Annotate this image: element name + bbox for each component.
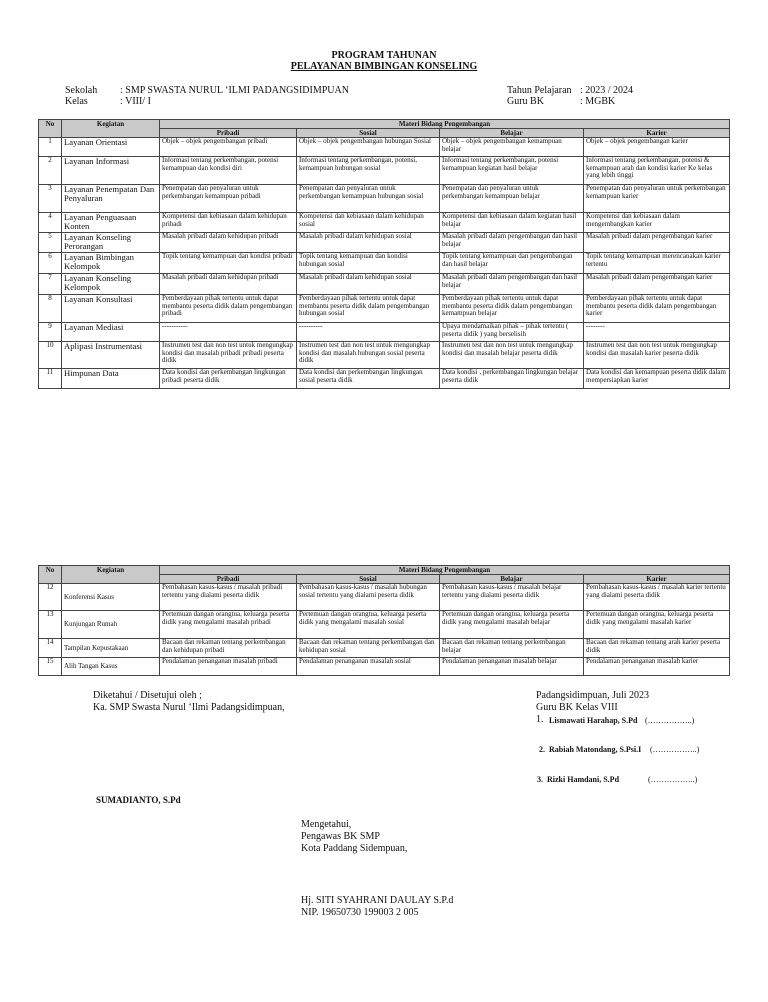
cell-karier: Kompetensi dan kebiasaan dalam mengembangkan karier (584, 213, 730, 233)
cell-belajar: Masalah pribadi dalam pengembangan dan hasil belajar (440, 274, 584, 295)
table-row (39, 185, 730, 213)
cell-pribadi: Kompetensi dan kebiasaan dalam kehidupan pribadi (160, 213, 297, 233)
cell-sosial: Data kondisi dan perkembangan lingkungan sosial peserta didik (297, 369, 440, 389)
header-pribadi: Pribadi (160, 129, 297, 138)
cell-no: 7 (39, 274, 62, 295)
cell-sosial: Kompetensi dan kebiasaan dalam kehidupan sosial (297, 213, 440, 233)
guru-3-name: Rizki Hamdani, S.Pd (547, 775, 620, 784)
supervisor-name: Hj. SITI SYAHRANI DAULAY S.P.d (301, 895, 454, 906)
cell-kegiatan: Tampilan Kepustakaan (62, 639, 160, 658)
cell-kegiatan: Himpunan Data (62, 369, 160, 389)
cell-sosial: Masalah pribadi dalam kehidupan sosial (297, 233, 440, 253)
table-2-body (39, 584, 730, 676)
cell-karier: Pembahasan kasus-kasus / masalah karier tertentu yang dialami peserta didik (584, 584, 730, 611)
cell-sosial: Objek – objek pengembangan hubungan Sosial (297, 138, 440, 157)
supervisor-nip: NIP. 19650730 199003 2 005 (301, 907, 419, 918)
tahun-value: : 2023 / 2024 (580, 85, 634, 96)
cell-sosial: Pembahasan kasus-kasus / masalah hubungan sosial tertentu yang dialami peserta didik (297, 584, 440, 611)
cell-belajar: Upaya mendamaikan pihak – pihak tertentu ( peserta didik ) yang berselisih (440, 323, 584, 342)
header-materi: Materi Bidang Pengembangan (160, 120, 730, 129)
principal-name: SUMADIANTO, S.Pd (96, 795, 181, 805)
cell-karier: Instrumen test dan non test untuk mengungkap kondisi dan masalah karier peserta didik (584, 342, 730, 369)
cell-kegiatan: Aplipasi Instrumentasi (62, 342, 160, 369)
cell-belajar: Pendalaman penanganan masalah belajar (440, 658, 584, 676)
table-row (39, 323, 730, 342)
cell-sosial: Topik tentang kemampuan dan kondisi hubungan sosial (297, 253, 440, 274)
cell-belajar: Masalah pribadi dalam pengembangan dan hasil belajar (440, 233, 584, 253)
cell-sosial: Bacaan dan rekaman tentang perkembangan dan kehidupan sosial (297, 639, 440, 658)
cell-no: 11 (39, 369, 62, 389)
cell-no: 9 (39, 323, 62, 342)
guru-1-number: 1. (536, 714, 544, 725)
table-row (39, 369, 730, 389)
cell-belajar: Kompetensi dan kebiasaan dalam kegiatan hasil belajar (440, 213, 584, 233)
cell-pribadi: Penempatan dan penyaluran untuk perkembangan kemampuan pribadi (160, 185, 297, 213)
guru-1-signature: (……………..) (645, 716, 695, 725)
cell-pribadi: ----------- (160, 323, 297, 342)
cell-kegiatan: Kunjungan Rumah (62, 611, 160, 639)
cell-belajar: Data kondisi , perkembangan lingkungan belajar peserta didik (440, 369, 584, 389)
cell-belajar: Pemberdayaan pihak tertentu untuk dapat membantu peserta didik dalam pengembangan kemampuan belajar (440, 295, 584, 323)
sekolah-value: : SMP SWASTA NURUL ‘ILMI PADANGSIDIMPUAN (120, 85, 349, 96)
cell-kegiatan: Layanan Konseling Perorangan (62, 233, 160, 253)
mengetahui-line: Mengetahui, (301, 819, 352, 830)
cell-pribadi: Pembahasan kasus-kasus / masalah pribadi tertentu yang dialami peserta didik (160, 584, 297, 611)
header-sosial: Sosial (297, 575, 440, 584)
guru-value: : MGBK (580, 96, 616, 107)
cell-kegiatan: Layanan Orientasi (62, 138, 160, 157)
cell-kegiatan: Layanan Bimbingan Kelompok (62, 253, 160, 274)
header-karier: Karier (584, 575, 730, 584)
guru-3-signature: (……………..) (648, 775, 698, 784)
guru-3-number: 3. (537, 775, 543, 784)
cell-karier: Masalah pribadi dalam pengembangan karier (584, 274, 730, 295)
guru-2-name: Rabiah Matondang, S.Psi.I (549, 745, 642, 754)
guru-2-signature: (……………..) (650, 745, 700, 754)
table-row (39, 584, 730, 611)
sekolah-label: Sekolah (65, 85, 98, 96)
cell-belajar: Pertemuan dangan orangtua, keluarga peserta didik yang mengalami masalah belajar (440, 611, 584, 639)
cell-kegiatan: Layanan Penguasaan Konten (62, 213, 160, 233)
table-row (39, 213, 730, 233)
table-row (39, 611, 730, 639)
cell-no: 13 (39, 611, 62, 639)
header-pribadi: Pribadi (160, 575, 297, 584)
cell-kegiatan: Layanan Penempatan Dan Penyaluran (62, 185, 160, 213)
table-row (39, 639, 730, 658)
cell-no: 3 (39, 185, 62, 213)
cell-belajar: Penempatan dan penyaluran untuk perkembangan kemampuan belajar (440, 185, 584, 213)
cell-kegiatan: Layanan Konsultasi (62, 295, 160, 323)
kelas-value: : VIII/ I (120, 96, 151, 107)
table-row (39, 274, 730, 295)
cell-sosial: ---------- (297, 323, 440, 342)
cell-sosial: Pendalaman penanganan masalah sosial (297, 658, 440, 676)
cell-pribadi: Masalah pribadi dalam kehidupan pribadi (160, 274, 297, 295)
header-kegiatan: Kegiatan (62, 120, 160, 138)
cell-karier: Pertemuan dangan orangtua, keluarga peserta didik yang mengalami masalah karier (584, 611, 730, 639)
cell-no: 5 (39, 233, 62, 253)
guru-1-name: Lismawati Harahap, S.Pd (549, 716, 638, 725)
cell-kegiatan: Layanan Informasi (62, 157, 160, 185)
approval-line: Diketahui / Disetujui oleh ; (93, 690, 202, 701)
supervisor-city: Kota Paddang Sidempuan, (301, 843, 408, 854)
cell-kegiatan: Layanan Konseling Kelompok (62, 274, 160, 295)
header-no: No (39, 120, 62, 138)
cell-belajar: Bacaan dan rekaman tentang perkembangan belajar (440, 639, 584, 658)
cell-sosial: Informasi tentang perkembangan, potensi, kemampuan hubungan sosial (297, 157, 440, 185)
cell-kegiatan: Alih Tangan Kasus (62, 658, 160, 676)
cell-sosial: Pertemuan dangan orangtua, keluarga peserta didik yang mengalami masalah sosial (297, 611, 440, 639)
cell-karier: Data kondisi dan kemampuan peserta didik dalam mempersiapkan karier (584, 369, 730, 389)
table-row (39, 658, 730, 676)
cell-karier: Masalah pribadi dalam pengembangan karier (584, 233, 730, 253)
cell-no: 1 (39, 138, 62, 157)
guru-label: Guru BK (507, 96, 544, 107)
cell-no: 6 (39, 253, 62, 274)
table-row (39, 233, 730, 253)
cell-pribadi: Topik tentang kemampuan dan kondisi pribadi (160, 253, 297, 274)
cell-belajar: Topik tentang kemampuan dan pengembangan dan hasil belajar (440, 253, 584, 274)
cell-pribadi: Data kondisi dan perkembangan lingkungan pribadi peserta didik (160, 369, 297, 389)
cell-karier: -------- (584, 323, 730, 342)
cell-no: 10 (39, 342, 62, 369)
cell-karier: Penempatan dan penyaluran untuk perkembangan kemampuan karier (584, 185, 730, 213)
header-belajar: Belajar (440, 575, 584, 584)
cell-pribadi: Instrumen test dan non test untuk mengungkap kondisi dan masalah pribadi pribadi peserta didik (160, 342, 297, 369)
header-karier: Karier (584, 129, 730, 138)
cell-karier: Informasi tentang perkembangan, potensi & kemampuan arah dan kondisi karier Ke kelas yang lebih tinggi (584, 157, 730, 185)
principal-title: Ka. SMP Swasta Nurul ‘Ilmi Padangsidimpuan, (93, 702, 285, 713)
header-belajar: Belajar (440, 129, 584, 138)
supervisor-title: Pengawas BK SMP (301, 831, 380, 842)
cell-pribadi: Masalah pribadi dalam kehidupan pribadi (160, 233, 297, 253)
header-no: No (39, 566, 62, 584)
table-row (39, 138, 730, 157)
cell-pribadi: Pendalaman penanganan masalah pribadi (160, 658, 297, 676)
document-title: PROGRAM TAHUNAN (331, 50, 437, 61)
cell-no: 4 (39, 213, 62, 233)
cell-karier: Pendalaman penanganan masalah karier (584, 658, 730, 676)
header-materi: Materi Bidang Pengembangan (160, 566, 730, 575)
cell-kegiatan: Layanan Mediasi (62, 323, 160, 342)
cell-no: 2 (39, 157, 62, 185)
program-table-1 (38, 119, 730, 389)
header-sosial: Sosial (297, 129, 440, 138)
cell-karier: Bacaan dan rekaman tentang arah karier peserta didik (584, 639, 730, 658)
cell-kegiatan: Konferensi Kasus (62, 584, 160, 611)
cell-belajar: Informasi tentang perkembangan, potensi kemampuan kegiatan hasil belajar (440, 157, 584, 185)
cell-pribadi: Pemberdayaan pihak tertentu untuk dapat membantu peserta didik dalam pengembangan pribadi (160, 295, 297, 323)
cell-karier: Topik tentang kemampuan merencanakan karier tertentu (584, 253, 730, 274)
place-date: Padangsidimpuan, Juli 2023 (536, 690, 650, 701)
guru-bk-title: Guru BK Kelas VIII (536, 702, 618, 713)
cell-no: 12 (39, 584, 62, 611)
cell-no: 14 (39, 639, 62, 658)
kelas-label: Kelas (65, 96, 88, 107)
guru-2-number: 2. (539, 745, 545, 754)
table-row (39, 157, 730, 185)
program-table-2 (38, 565, 730, 676)
cell-sosial: Masalah pribadi dalam kehidupan sosial (297, 274, 440, 295)
cell-belajar: Objek – objek pengembangan kemampuan belajar (440, 138, 584, 157)
header-kegiatan: Kegiatan (62, 566, 160, 584)
table-1-body (39, 138, 730, 389)
cell-sosial: Instrumen test dan non test untuk mengungkap kondisi dan masalah hubungan sosial peserta didik (297, 342, 440, 369)
cell-pribadi: Bacaan dan rekaman tentang perkembangan dan kehidupan pribadi (160, 639, 297, 658)
cell-sosial: Pemberdayaan pihak tertentu untuk dapat membantu peserta didik dalam pengembangan hubungan sosial (297, 295, 440, 323)
cell-karier: Pemberdayaan pihak tertentu untuk dapat membantu peserta didik dalam pengembangan karier (584, 295, 730, 323)
cell-karier: Objek – objek pengembangan karier (584, 138, 730, 157)
cell-pribadi: Objek – objek pengembangan pribadi (160, 138, 297, 157)
cell-belajar: Instrumen test dan non test untuk mengungkap kondisi dan masalah belajar peserta didik (440, 342, 584, 369)
document-subtitle: PELAYANAN BIMBINGAN KONSELING (290, 61, 478, 72)
table-row (39, 253, 730, 274)
cell-no: 15 (39, 658, 62, 676)
cell-belajar: Pembahasan kasus-kasus / masalah belajar tertentu yang dialami peserta didik (440, 584, 584, 611)
tahun-label: Tahun Pelajaran (507, 85, 572, 96)
table-row (39, 342, 730, 369)
cell-no: 8 (39, 295, 62, 323)
cell-pribadi: Pertemuan dangan orangtua, keluarga peserta didik yang mengalami masalah pribadi (160, 611, 297, 639)
cell-pribadi: Informasi tentang perkembangan, potensi kemampuan dan kondisi diri (160, 157, 297, 185)
table-row (39, 295, 730, 323)
cell-sosial: Penempatan dan penyaluran untuk perkembangan kemampuan hubungan sosial (297, 185, 440, 213)
